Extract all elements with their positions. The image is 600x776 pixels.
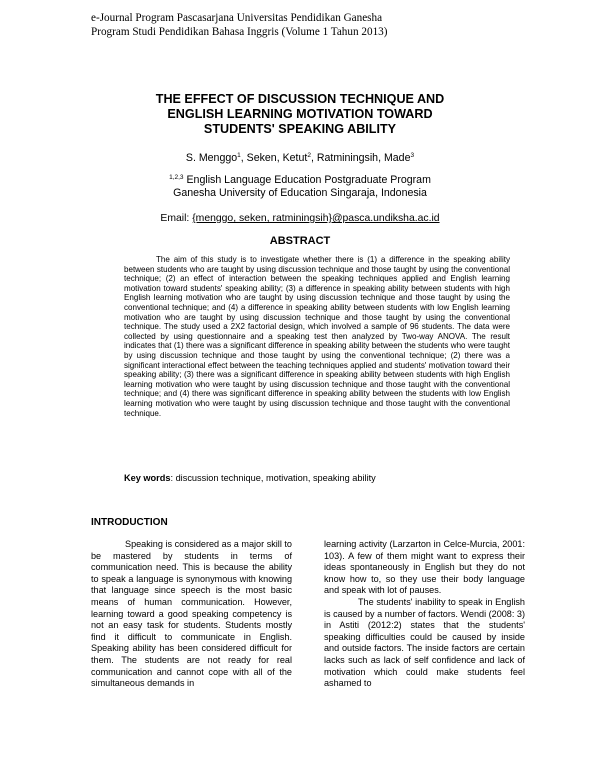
title-line1: THE EFFECT OF DISCUSSION TECHNIQUE AND <box>155 92 445 106</box>
journal-header-line2: Program Studi Pendidikan Bahasa Inggris (Volume 1 Tahun 2013) <box>91 26 388 38</box>
affiliation-line2: Ganesha University of Education Singaraja, Indonesia <box>173 187 427 199</box>
author-3-sup: 3 <box>410 152 415 159</box>
affiliation <box>0 174 600 200</box>
abstract-heading: ABSTRACT <box>269 235 331 247</box>
journal-header-line1: e-Journal Program Pascasarjana Universitas Pendidikan Ganesha <box>91 12 383 24</box>
keywords-label: Key words <box>124 473 171 483</box>
intro-paragraph-2: The students' inability to speak in English is caused by a number of factors. Wendi (2008: 3) in Astiti (2012:2) states that the students' speaking difficulties could be caused by inside and outside factors. The inside factors are certain lacks such as lack of self confidence and lack of motivation which could make students feel ashamed to <box>324 596 526 689</box>
body-column-left <box>91 539 292 690</box>
affiliation-line1: English Language Education Postgraduate Program <box>183 174 431 186</box>
paper-title <box>0 92 600 137</box>
journal-header <box>91 11 387 39</box>
title-line2: ENGLISH LEARNING MOTIVATION TOWARD <box>167 107 433 121</box>
affiliation-sup: 1,2,3 <box>169 174 184 181</box>
abstract-body: The aim of this study is to investigate whether there is (1) a difference in the speaking ability between students who are taught by using discussion technique and those taught by using the conventional technique; (2) an effect of interaction between the speaking techniques applied and English learning motivation toward students' speaking ability; (3) a difference in speaking ability between students with high English learning motivation who are taught by using discussion technique and those taught by using the conventional technique; and (4) a difference in speaking ability between students with low English learning motivation who are taught by using discussion technique and those taught by using the conventional technique. The study used a 2X2 factorial design, which involved a sample of 96 students. The data were collected by using questionnaire and a speaking test then analyzed by Two-way ANOVA. The result indicates that (1) there was a significant difference in speaking ability between the students who were taught by using discussion technique and those taught by using the conventional technique; (2) there was a significant interactional effect between the teaching techniques applied and students' motivation toward their speaking ability; (3) there was a significant difference in speaking ability between students with high English learning motivation who were taught by using discussion technique and those taught with the conventional technique; and (4) there was significant difference in speaking ability between the students with low English learning motivation who were taught by using discussion technique and those taught with the conventional technique. <box>124 255 510 418</box>
body-column-right <box>324 539 525 690</box>
introduction-heading: INTRODUCTION <box>91 517 168 528</box>
keywords-text: : discussion technique, motivation, speaking ability <box>170 473 376 483</box>
keywords <box>124 473 524 483</box>
author-1: S. Menggo <box>185 152 238 164</box>
author-1-sup: 1 <box>237 152 241 159</box>
intro-paragraph-1: Speaking is considered as a major skill to be mastered by students in terms of communication need. This is because the ability to speak a language is synonymous with knowing that language since speech is the most basic means of human communication. However, learning toward a good speaking competency is not an easy task for students. Students mostly find it difficult to communicate in English. Speaking ability has been considered difficult for them. The students are not ready for real communication and cannot cope with all of the simultaneous demands in <box>91 539 292 689</box>
author-3: , Ratminingsih, Made <box>310 152 411 164</box>
email-line <box>0 213 600 225</box>
author-list <box>0 152 600 164</box>
intro-paragraph-1-cont: learning activity (Larzarton in Celce-Murcia, 2001: 103). A few of them might want to express their ideas spontaneously in English but they do not know how to, so they use their body language and speak with lot of pauses. <box>324 539 525 596</box>
email-label: Email: <box>160 213 193 224</box>
email-link[interactable]: {menggo, seken, ratminingsih}@pasca.undiksha.ac.id <box>192 213 440 224</box>
title-line3: STUDENTS' SPEAKING ABILITY <box>203 122 397 136</box>
author-2-sup: 2 <box>307 152 311 159</box>
author-2: , Seken, Ketut <box>240 152 308 164</box>
